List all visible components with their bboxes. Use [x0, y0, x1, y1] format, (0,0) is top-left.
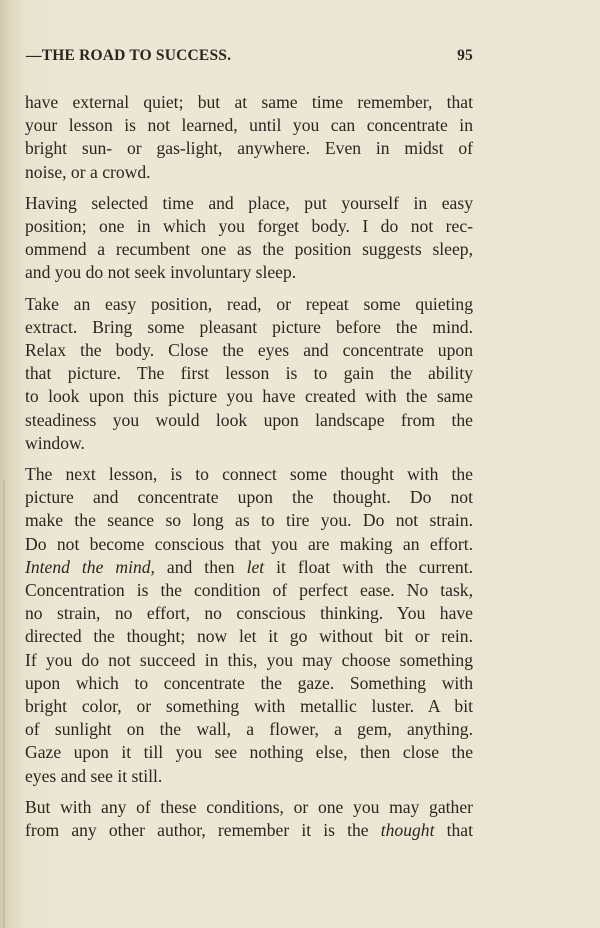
- text-line: Relax the body. Close the eyes and concentrate upon: [25, 340, 473, 361]
- text-fragment: from any other author, remember it is the: [25, 820, 381, 841]
- text-line: Do not become conscious that you are making an effort.: [25, 533, 473, 554]
- text-line: position; one in which you forget body. I do not rec-: [25, 216, 473, 237]
- paragraph-1: [25, 91, 473, 184]
- paragraph-5: [25, 796, 473, 842]
- text-line: of sunlight on the wall, a flower, a gem, anything.: [25, 719, 473, 740]
- text-line: eyes and see it still.: [25, 765, 163, 786]
- text-line: ommend a recumbent one as the position suggests sleep,: [25, 239, 473, 260]
- text-line: have external quiet; but at same time remember, that: [25, 92, 473, 112]
- text-line: The next lesson, is to connect some thought with the: [25, 464, 473, 485]
- text-line: picture and concentrate upon the thought. Do not: [25, 487, 473, 508]
- text-line: your lesson is not learned, until you can concentrate in: [25, 115, 473, 136]
- text-line: bright color, or something with metallic luster. A bit: [25, 696, 473, 717]
- text-line: to look upon this picture you have created with the same: [25, 386, 473, 407]
- text-line: Take an easy position, read, or repeat some quieting: [25, 293, 473, 314]
- text-line: directed the thought; now let it go without bit or rein.: [25, 626, 473, 647]
- text-line: Having selected time and place, put yourself in easy: [25, 192, 473, 213]
- text-line: window.: [25, 432, 85, 453]
- running-header: [26, 47, 473, 65]
- paragraph-3: [25, 293, 473, 455]
- text-line: no strain, no effort, no conscious thinking. You have: [25, 603, 473, 624]
- running-title: —THE ROAD TO SUCCESS.: [26, 47, 232, 64]
- paragraph-2: [25, 192, 473, 285]
- text-line: make the seance so long as to tire you. Do not strain.: [25, 510, 473, 531]
- text-line-emphasis: [25, 556, 473, 579]
- text-line: extract. Bring some pleasant picture before the mind.: [25, 316, 473, 337]
- text-line: steadiness you would look upon landscape from the: [25, 409, 473, 430]
- italic-phrase: let: [246, 556, 265, 577]
- text-line: If you do not succeed in this, you may choose something: [25, 649, 473, 670]
- text-line: and you do not seek involuntary sleep.: [25, 262, 297, 283]
- text-line: upon which to concentrate the gaze. Something with: [25, 672, 473, 693]
- italic-phrase: thought: [380, 820, 435, 841]
- text-line-emphasis: [25, 819, 473, 842]
- page-body: [25, 91, 473, 850]
- paragraph-4: [25, 463, 473, 788]
- text-line: noise, or a crowd.: [25, 161, 151, 182]
- text-line: But with any of these conditions, or one you may gather: [25, 796, 473, 817]
- text-line: bright sun- or gas-light, anywhere. Even in midst of: [25, 138, 473, 159]
- italic-phrase: Intend the mind,: [25, 556, 155, 577]
- text-line: Concentration is the condition of perfect ease. No task,: [25, 580, 473, 601]
- text-line: that picture. The first lesson is to gain the ability: [25, 363, 473, 384]
- text-fragment: and then: [154, 556, 247, 577]
- text-fragment: that: [434, 820, 473, 841]
- page-gutter-edge: [3, 480, 5, 928]
- text-fragment: it float with the current.: [264, 556, 474, 577]
- page-number: 95: [457, 47, 473, 64]
- text-line: Gaze upon it till you see nothing else, then close the: [25, 742, 473, 763]
